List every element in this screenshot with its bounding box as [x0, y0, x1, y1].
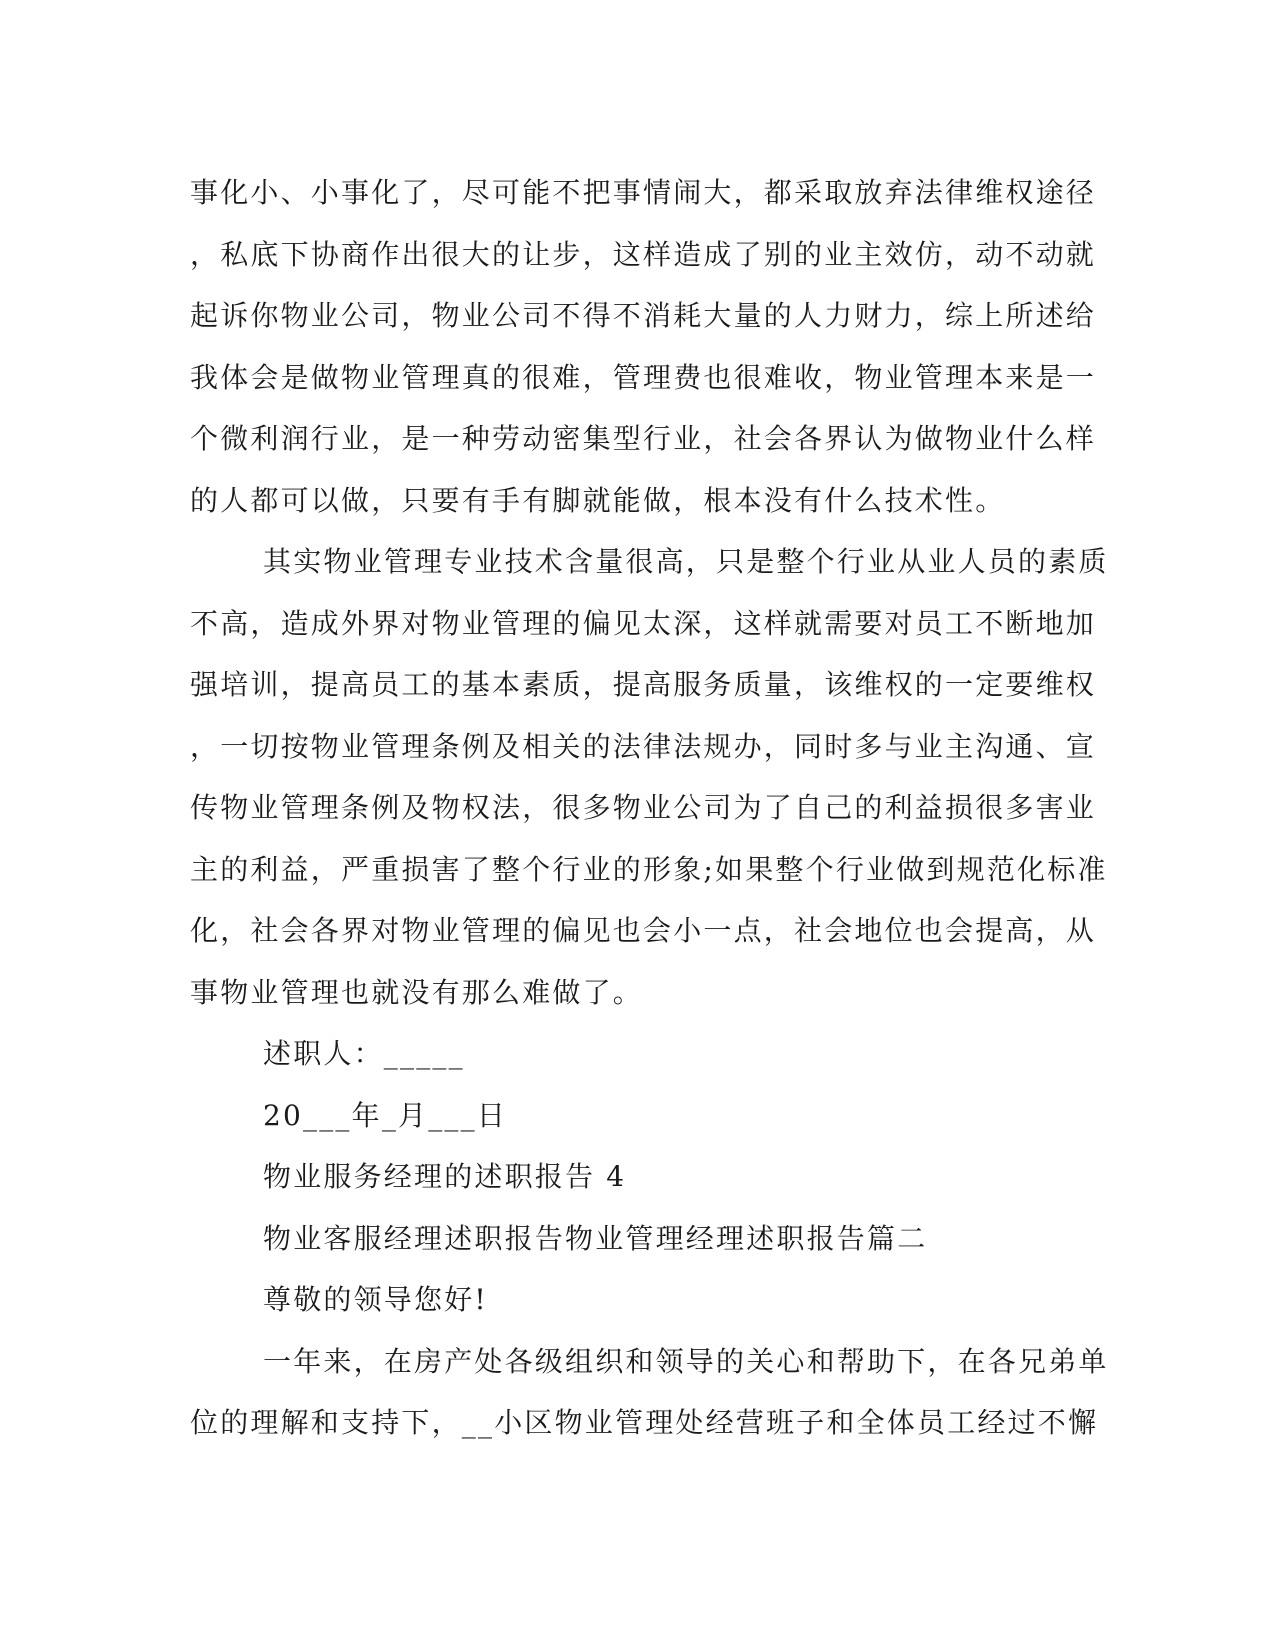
paragraph-3-line-1: 一年来，在房产处各级组织和领导的关心和帮助下，在各兄弟单 — [263, 1344, 1109, 1378]
paragraph-1-line-3: 起诉你物业公司，物业公司不得不消耗大量的人力财力，综上所述给 — [190, 299, 1097, 332]
paragraph-2-line-2: 不高，造成外界对物业管理的偏见太深，这样就需要对员工不断地加 — [190, 606, 1097, 640]
paragraph-1-line-2: ，私底下协商作出很大的让步，这样造成了别的业主效仿，动不动就 — [190, 237, 1097, 271]
paragraph-1-line-1: 事化小、小事化了，尽可能不把事情闹大，都采取放弃法律维权途径 — [190, 176, 1097, 209]
paragraph-2-line-8: 事物业管理也就没有那么难做了。 — [190, 975, 644, 1009]
date-line: 20___年_月___日 — [263, 1098, 508, 1132]
salutation: 尊敬的领导您好! — [263, 1283, 488, 1316]
paragraph-3-line-2: 位的理解和支持下，__小区物业管理处经营班子和全体员工经过不懈 — [190, 1406, 1099, 1439]
paragraph-1-line-5: 个微利润行业，是一种劳动密集型行业，社会各界认为做物业什么样 — [190, 422, 1097, 455]
paragraph-1-line-4: 我体会是做物业管理真的很难，管理费也很难收，物业管理本来是一 — [190, 360, 1097, 394]
paragraph-1-line-6: 的人都可以做，只要有手有脚就能做，根本没有什么技术性。 — [190, 483, 1006, 517]
paragraph-2-line-3: 强培训，提高员工的基本素质，提高服务质量，该维权的一定要维权 — [190, 668, 1097, 701]
paragraph-2-line-6: 主的利益，严重损害了整个行业的形象;如果整个行业做到规范化标准 — [190, 852, 1108, 886]
section-heading-2: 物业客服经理述职报告物业管理经理述职报告篇二 — [263, 1221, 928, 1255]
paragraph-2-line-5: 传物业管理条例及物权法，很多物业公司为了自己的利益损很多害业 — [190, 791, 1097, 824]
section-heading-4: 物业服务经理的述职报告 4 — [263, 1160, 627, 1193]
signature-line: 述职人：_____ — [263, 1037, 465, 1070]
paragraph-2-line-4: ，一切按物业管理条例及相关的法律法规办，同时多与业主沟通、宣 — [190, 729, 1097, 763]
paragraph-2-line-7: 化，社会各界对物业管理的偏见也会小一点，社会地位也会提高，从 — [190, 914, 1097, 947]
paragraph-2-line-1: 其实物业管理专业技术含量很高，只是整个行业从业人员的素质 — [263, 545, 1109, 578]
document-body — [190, 162, 1109, 1454]
